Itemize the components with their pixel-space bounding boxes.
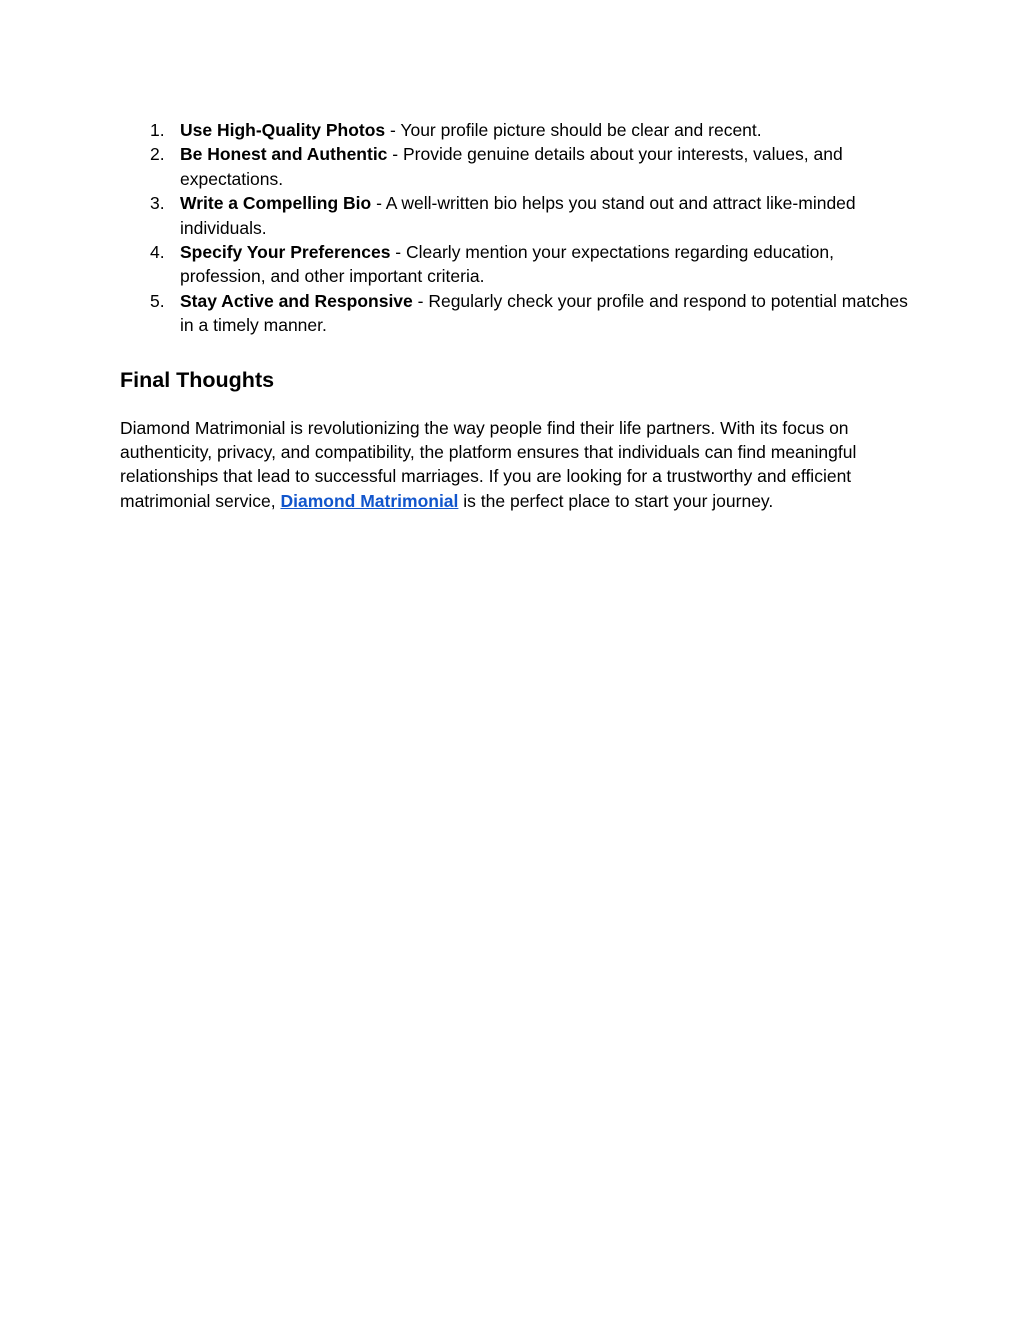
tip-title: Be Honest and Authentic <box>180 144 388 165</box>
tip-text: - Clearly mention your expectations regarding education, profession, and other important criteria. <box>180 242 835 287</box>
list-item <box>120 118 910 142</box>
diamond-matrimonial-link[interactable]: Diamond Matrimonial <box>280 490 459 511</box>
tip-text: - A well-written bio helps you stand out and attract like-minded individuals. <box>180 193 856 238</box>
list-number: 4. <box>150 242 165 263</box>
paragraph-text: Diamond Matrimonial is revolutionizing the way people find their life partners. With its focus on authenticity, privacy, and compatibility, the platform ensures that individuals can find meaningful relationships that lead to successful marriages. If you are looking for a trustworthy and efficient matrimonial service, <box>120 417 857 511</box>
tip-title: Use High-Quality Photos <box>180 120 386 140</box>
list-item <box>120 142 910 191</box>
paragraph-text-end: is the perfect place to start your journey. <box>458 490 774 511</box>
tip-title: Write a Compelling Bio <box>180 193 372 214</box>
list-number: 5. <box>150 290 165 311</box>
tip-title: Stay Active and Responsive <box>180 290 413 311</box>
tip-text: - Provide genuine details about your interests, values, and expectations. <box>180 144 843 189</box>
list-number: 1. <box>150 120 165 140</box>
tip-text: - Your profile picture should be clear and recent. <box>385 120 762 140</box>
tip-title: Specify Your Preferences <box>180 242 391 263</box>
list-number: 2. <box>150 144 165 165</box>
list-item <box>120 240 910 289</box>
final-thoughts-heading: Final Thoughts <box>120 367 275 392</box>
tips-list <box>120 118 910 338</box>
final-thoughts-paragraph <box>120 416 910 514</box>
tip-text: - Regularly check your profile and respond to potential matches in a timely manner. <box>180 290 908 336</box>
list-item <box>120 289 910 338</box>
document-page <box>120 118 910 513</box>
list-number: 3. <box>150 193 165 214</box>
list-item <box>120 191 910 240</box>
